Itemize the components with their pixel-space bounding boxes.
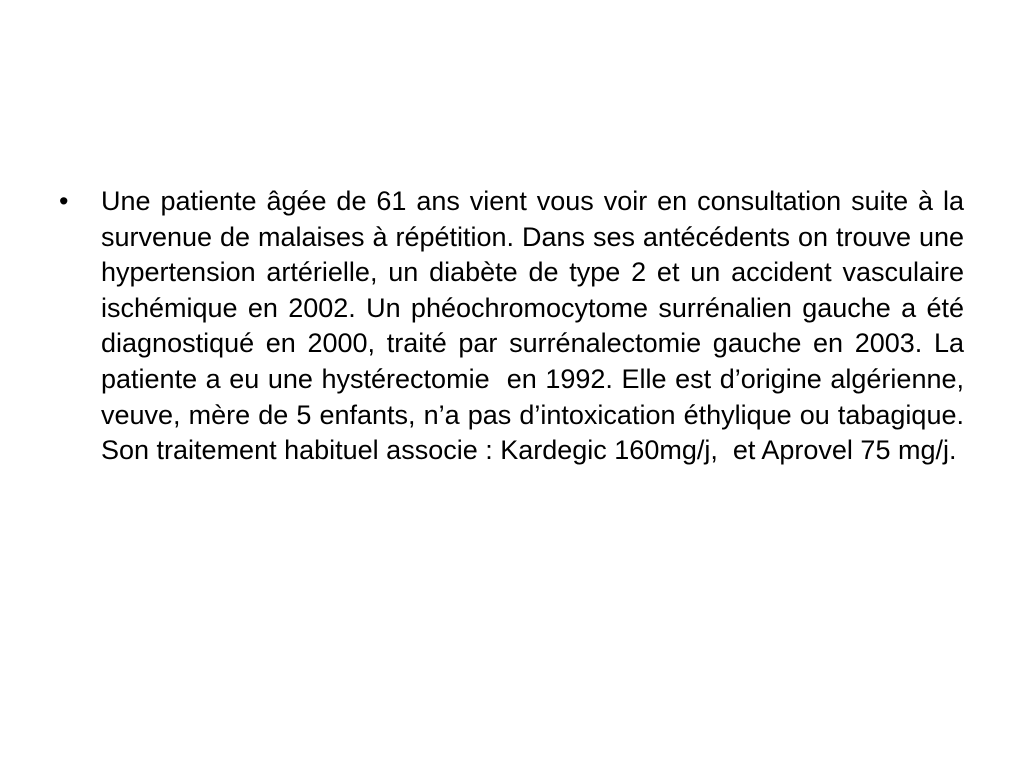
case-description-text: Une patiente âgée de 61 ans vient vous voir en consultation suite à la survenue de malaises à répétition. Dans ses antécédents on trouve une hypertension artérielle, un diabète de type 2 et un accident vasculaire ischémique en 2002. Un phéochromocytome surrénalien gauche a été diagnostiqué en 2000, traité par surrénalectomie gauche en 2003. La patiente a eu une hystérectomie en 1992. Elle est d’origine algérienne, veuve, mère de 5 enfants, n’a pas d’intoxication éthylique ou tabagique. Son traitement habituel associe : Kardegic 160mg/j, et Aprovel 75 mg/j. <box>101 186 972 466</box>
bullet-marker: • <box>59 186 69 216</box>
bullet-item <box>56 184 972 469</box>
bullet-list <box>56 184 972 469</box>
